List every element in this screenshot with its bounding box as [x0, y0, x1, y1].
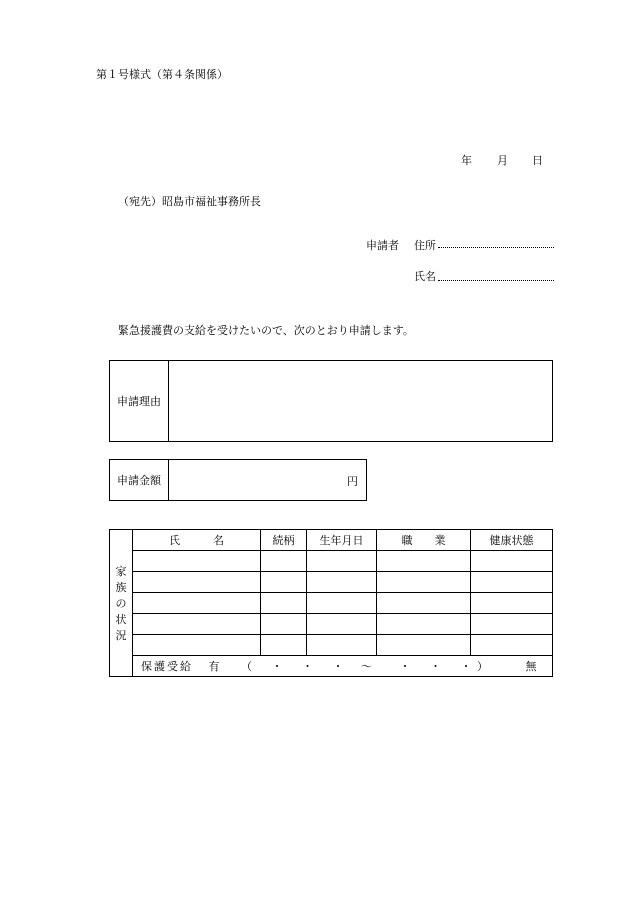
cell-health[interactable] [471, 635, 553, 656]
open-paren: （ [241, 660, 252, 673]
cell-health[interactable] [471, 551, 553, 572]
application-statement: 緊急援護費の支給を受けたいので、次のとおり申請します。 [118, 324, 414, 337]
cell-dob[interactable] [307, 593, 377, 614]
table-row [110, 551, 553, 572]
tilde: ～ [361, 660, 372, 673]
applicant-label: 申請者 [366, 239, 399, 252]
amount-field[interactable] [169, 460, 336, 500]
cell-name[interactable] [133, 572, 261, 593]
cell-occupation[interactable] [377, 593, 471, 614]
cell-occupation[interactable] [377, 572, 471, 593]
period-dot: ・ [332, 660, 344, 673]
amount-box [109, 459, 367, 501]
side-char: 状 [115, 613, 127, 626]
address-label: 住所 [414, 239, 436, 252]
header-dob: 生年月日 [307, 530, 377, 551]
cell-relation[interactable] [261, 593, 307, 614]
period-dot: ・ [460, 660, 472, 673]
amount-label: 申請金額 [110, 460, 169, 500]
protection-yes-option[interactable]: 有 [208, 660, 220, 673]
reason-box [109, 360, 553, 442]
cell-relation[interactable] [261, 551, 307, 572]
side-char: の [115, 597, 127, 610]
date-month-label: 月 [497, 154, 508, 167]
header-name: 氏 名 [133, 530, 261, 551]
cell-relation[interactable] [261, 572, 307, 593]
reason-label: 申請理由 [110, 361, 169, 441]
side-char: 族 [115, 581, 127, 594]
family-header-row [110, 530, 553, 551]
family-table [109, 529, 553, 677]
amount-unit: 円 [347, 475, 358, 488]
cell-name[interactable] [133, 551, 261, 572]
reason-field[interactable] [169, 361, 552, 441]
cell-dob[interactable] [307, 635, 377, 656]
cell-occupation[interactable] [377, 551, 471, 572]
close-paren: ） [477, 660, 488, 673]
cell-dob[interactable] [307, 551, 377, 572]
cell-occupation[interactable] [377, 635, 471, 656]
cell-relation[interactable] [261, 635, 307, 656]
family-side-label [110, 530, 133, 677]
protection-no-option[interactable]: 無 [525, 660, 537, 673]
header-occupation: 職 業 [377, 530, 471, 551]
name-field[interactable] [438, 280, 554, 281]
header-health: 健康状態 [471, 530, 553, 551]
table-row [110, 635, 553, 656]
date-day-label: 日 [532, 154, 543, 167]
cell-occupation[interactable] [377, 614, 471, 635]
table-row [110, 593, 553, 614]
cell-health[interactable] [471, 593, 553, 614]
table-row [110, 614, 553, 635]
header-relation: 続柄 [261, 530, 307, 551]
side-char: 家 [115, 565, 127, 578]
cell-relation[interactable] [261, 614, 307, 635]
period-dot: ・ [430, 660, 441, 673]
cell-name[interactable] [133, 614, 261, 635]
cell-dob[interactable] [307, 614, 377, 635]
cell-dob[interactable] [307, 572, 377, 593]
cell-health[interactable] [471, 572, 553, 593]
cell-name[interactable] [133, 593, 261, 614]
period-dot: ・ [399, 660, 411, 673]
table-row [110, 572, 553, 593]
name-label: 氏名 [414, 270, 436, 283]
side-char: 況 [115, 629, 127, 642]
form-number: 第１号様式（第４条関係） [96, 68, 228, 81]
protection-cell [133, 656, 553, 677]
period-dot: ・ [271, 660, 283, 673]
address-field[interactable] [438, 247, 554, 248]
date-year-label: 年 [461, 154, 472, 167]
period-dot: ・ [302, 660, 313, 673]
protection-label: 保護受給 [141, 660, 193, 673]
protection-row [110, 656, 553, 677]
addressee: （宛先）昭島市福祉事務所長 [118, 195, 261, 208]
cell-name[interactable] [133, 635, 261, 656]
cell-health[interactable] [471, 614, 553, 635]
